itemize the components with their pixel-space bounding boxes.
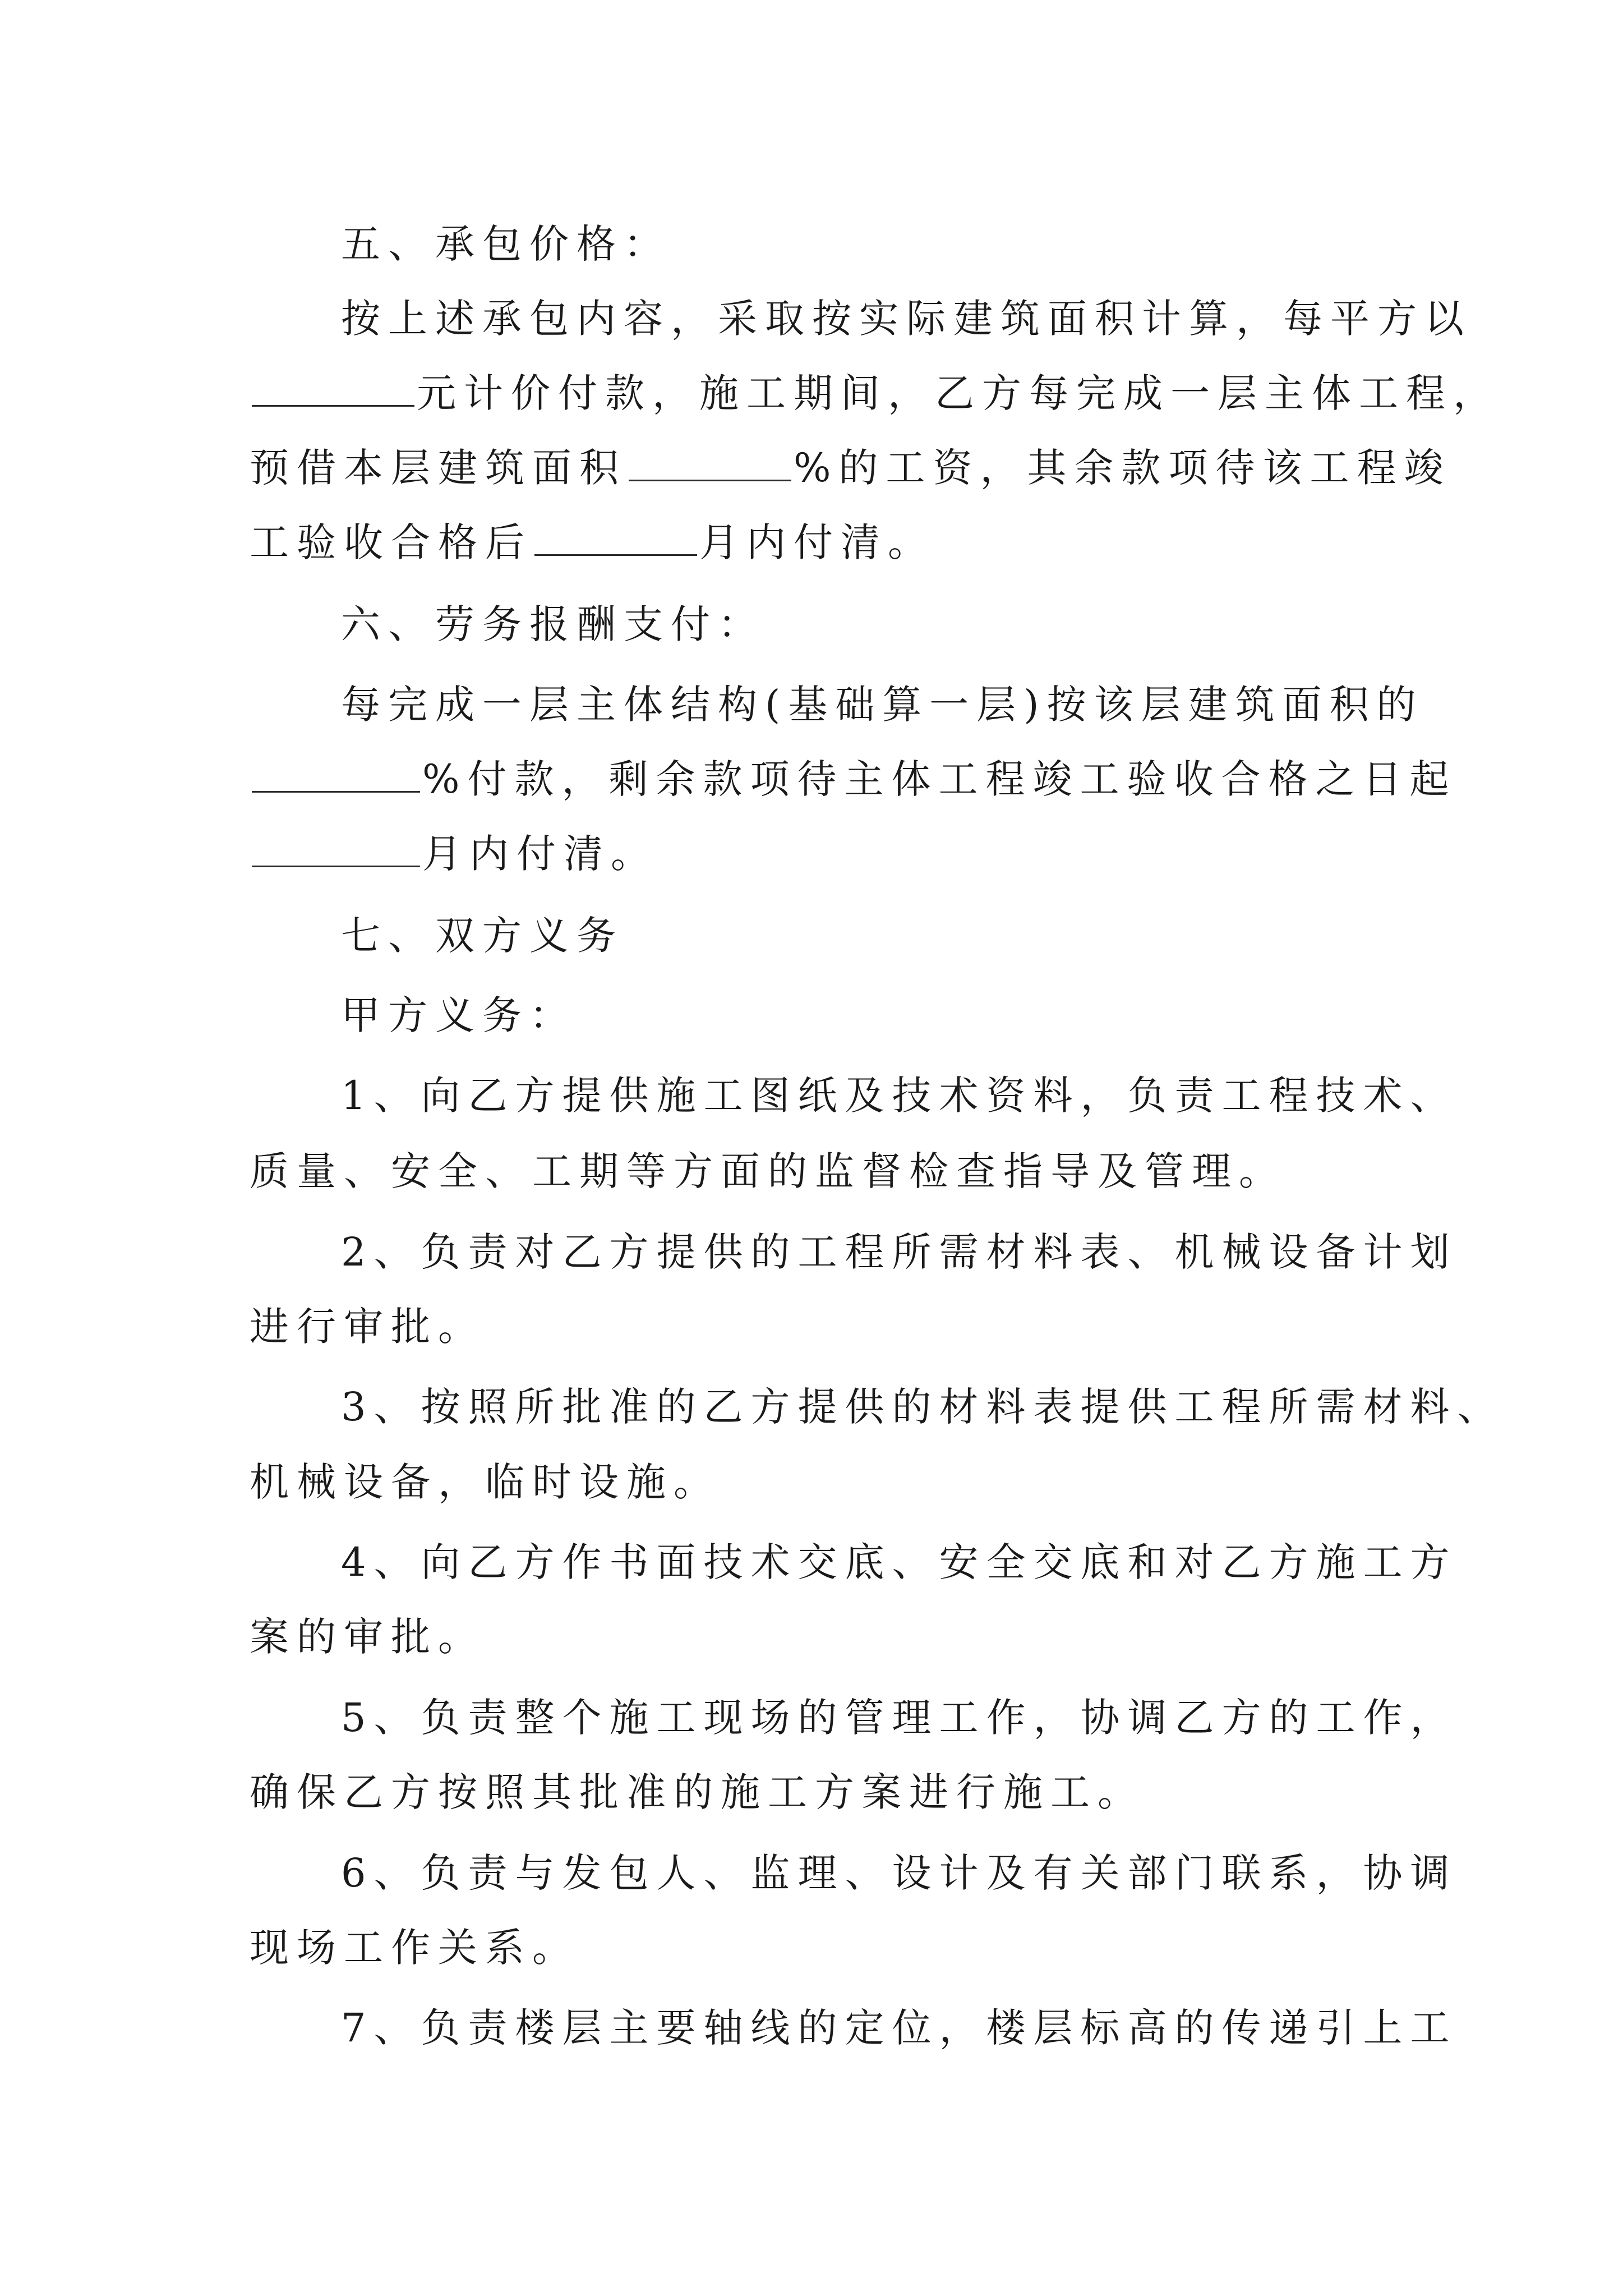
- list-item-line: [341, 1373, 1505, 1441]
- list-item-line: [250, 1448, 721, 1516]
- list-item-line: [250, 1138, 1286, 1205]
- fill-in-blank: [534, 519, 697, 556]
- list-item-line: [341, 1529, 1458, 1596]
- line-text: 确保乙方按照其批准的施工方案进行施工。: [250, 1769, 1145, 1815]
- paragraph-line: [341, 671, 1424, 738]
- line-text: 机械设备，临时设施。: [250, 1459, 721, 1505]
- section-heading-contract-price: [341, 210, 671, 278]
- line-text: 2、负责对乙方提供的工程所需材料表、机械设备计划: [341, 1229, 1458, 1275]
- paragraph-line: [341, 285, 1472, 352]
- line-text: 案的审批。: [250, 1614, 485, 1660]
- line-text: 7、负责楼层主要轴线的定位，楼层标高的传递引上工: [341, 2005, 1458, 2051]
- list-item-line: [341, 1839, 1458, 1907]
- line-text: 每完成一层主体结构(基础算一层)按该层建筑面积的: [341, 682, 1424, 728]
- line-text: %付款，剩余款项待主体工程竣工验收合格之日起: [422, 756, 1457, 802]
- line-text: 月内付清。: [422, 831, 658, 877]
- line-text: 3、按照所批准的乙方提供的材料表提供工程所需材料、: [341, 1384, 1505, 1430]
- line-text: %的工资，其余款项待该工程竣: [794, 445, 1451, 491]
- line-text: 七、双方义务: [341, 913, 624, 959]
- paragraph-line: [250, 434, 1451, 501]
- section-heading-obligations: [341, 902, 624, 969]
- line-text: 1、向乙方提供施工图纸及技术资料，负责工程技术、: [341, 1073, 1458, 1119]
- line-text: 5、负责整个施工现场的管理工作，协调乙方的工作，: [341, 1695, 1458, 1741]
- list-item-line: [250, 1759, 1145, 1826]
- list-item-line: [250, 1914, 579, 1981]
- fill-in-blank: [252, 370, 414, 407]
- list-item-line: [341, 1062, 1458, 1129]
- list-item-line: [341, 1684, 1458, 1751]
- subheading-party-a-obligations: [341, 982, 577, 1049]
- line-text: 预借本层建筑面积: [250, 445, 626, 491]
- list-item-line: [341, 1218, 1458, 1286]
- section-heading-payment: [341, 591, 765, 658]
- line-text: 现场工作关系。: [250, 1925, 579, 1971]
- list-item-line: [250, 1293, 485, 1360]
- line-text: 4、向乙方作书面技术交底、安全交底和对乙方施工方: [341, 1539, 1458, 1585]
- paragraph-line: [250, 360, 1500, 427]
- paragraph-line: [250, 509, 935, 576]
- fill-in-blank: [252, 831, 420, 867]
- fill-in-blank: [252, 756, 420, 793]
- list-item-line: [341, 1994, 1458, 2062]
- paragraph-line: [250, 746, 1457, 813]
- paragraph-line: [250, 820, 658, 887]
- line-text: 甲方义务：: [341, 992, 577, 1038]
- line-text: 进行审批。: [250, 1304, 485, 1350]
- line-text: 元计价付款，施工期间，乙方每完成一层主体工程，: [417, 370, 1500, 416]
- line-text: 6、负责与发包人、监理、设计及有关部门联系，协调: [341, 1850, 1458, 1896]
- line-text: 月内付清。: [699, 519, 935, 565]
- fill-in-blank: [629, 445, 791, 481]
- line-text: 按上述承包内容，采取按实际建筑面积计算，每平方以: [341, 296, 1472, 342]
- line-text: 工验收合格后: [250, 519, 532, 565]
- line-text: 质量、安全、工期等方面的监督检查指导及管理。: [250, 1148, 1286, 1194]
- list-item-line: [250, 1603, 485, 1671]
- line-text: 五、承包价格：: [341, 221, 671, 267]
- line-text: 六、劳务报酬支付：: [341, 601, 765, 647]
